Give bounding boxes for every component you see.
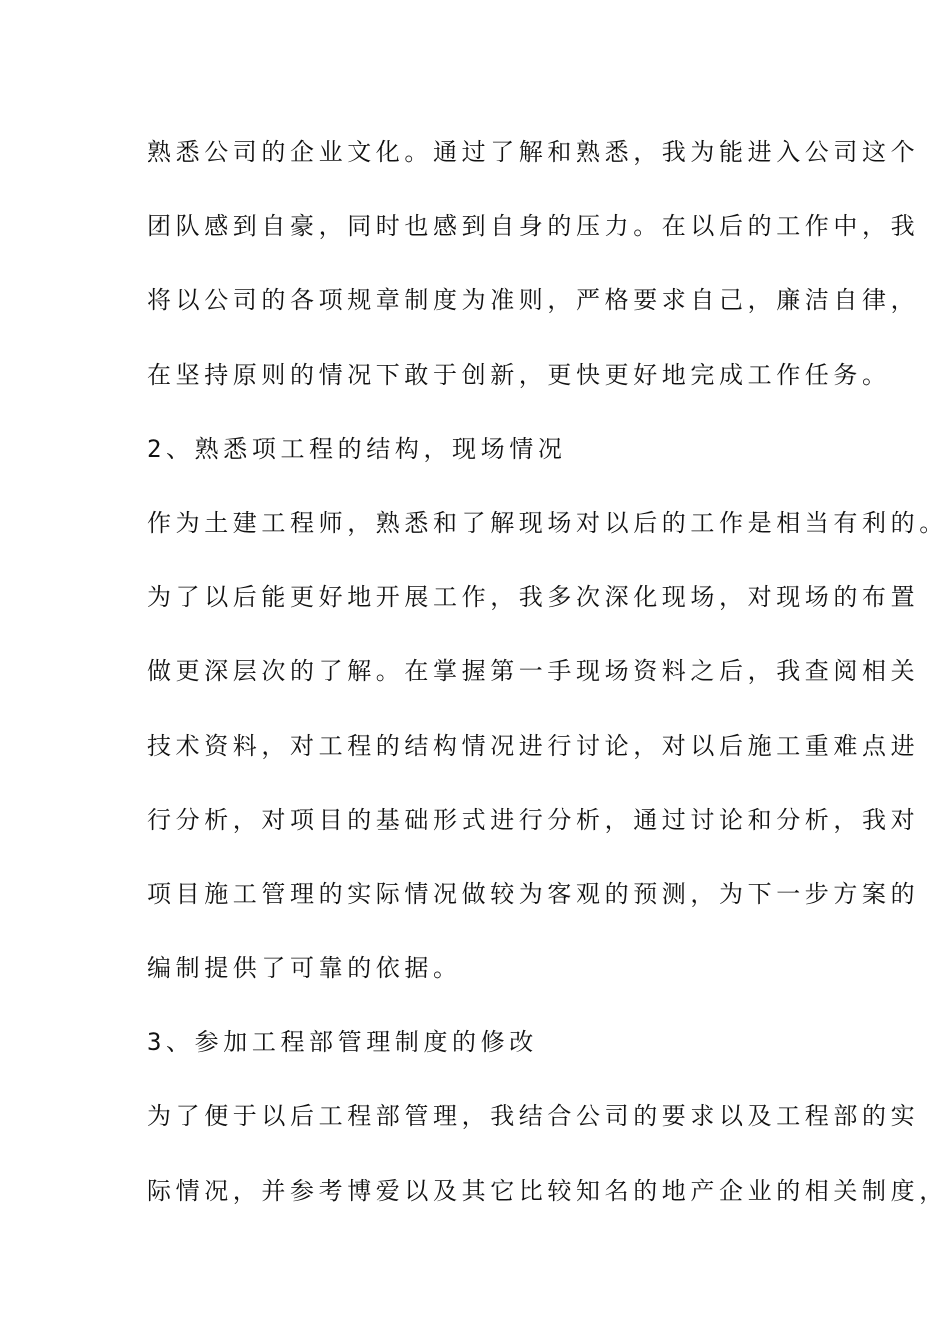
body-text-line: 编制提供了可靠的依据。 xyxy=(147,954,462,983)
body-text-line: 在坚持原则的情况下敢于创新，更快更好地完成工作任务。 xyxy=(147,360,891,389)
body-text-line: 技术资料，对工程的结构情况进行讨论，对以后施工重难点进 xyxy=(147,731,920,760)
body-text-line: 行分析，对项目的基础形式进行分析，通过讨论和分析，我对 xyxy=(147,805,920,834)
body-text-line: 为了以后能更好地开展工作，我多次深化现场，对现场的布置 xyxy=(147,583,920,612)
body-text-line: 团队感到自豪，同时也感到自身的压力。在以后的工作中，我 xyxy=(147,212,920,241)
body-text-line: 作为土建工程师，熟悉和了解现场对以后的工作是相当有利的。 xyxy=(147,508,948,537)
body-text-line: 为了便于以后工程部管理，我结合公司的要求以及工程部的实 xyxy=(147,1102,920,1131)
document-body xyxy=(147,128,948,1241)
body-text-line: 项目施工管理的实际情况做较为客观的预测，为下一步方案的 xyxy=(147,879,920,908)
section-heading: 2、熟悉项工程的结构，现场情况 xyxy=(147,434,567,463)
body-text-line: 际情况，并参考博爱以及其它比较知名的地产企业的相关制度， xyxy=(147,1176,948,1205)
body-text-line: 将以公司的各项规章制度为准则，严格要求自己，廉洁自律， xyxy=(147,286,920,315)
body-text-line: 熟悉公司的企业文化。通过了解和熟悉，我为能进入公司这个 xyxy=(147,138,920,166)
body-text-line: 做更深层次的了解。在掌握第一手现场资料之后，我查阅相关 xyxy=(147,657,920,686)
section-heading: 3、参加工程部管理制度的修改 xyxy=(147,1028,538,1057)
